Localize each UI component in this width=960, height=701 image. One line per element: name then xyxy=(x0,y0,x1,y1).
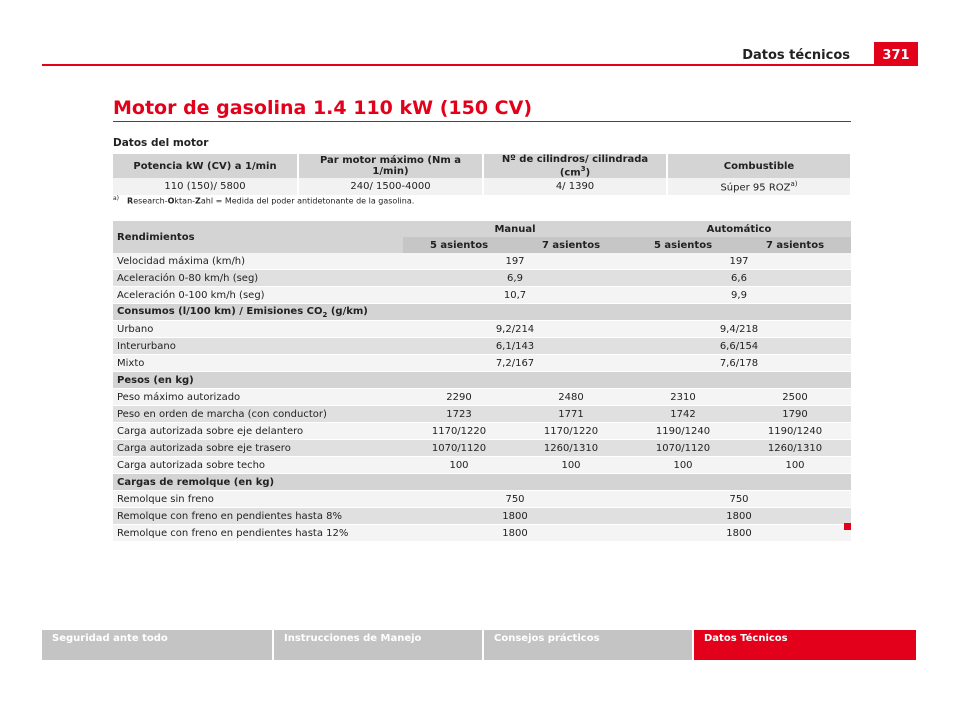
engine-header-torque: Par motor máximo (Nm a 1/min) xyxy=(298,154,483,178)
footer-nav xyxy=(42,630,918,660)
row-label: Urbano xyxy=(113,321,403,338)
table-row xyxy=(113,355,851,372)
row-label: Remolque con freno en pendientes hasta 8% xyxy=(113,508,403,525)
performance-table xyxy=(113,221,851,542)
cell-value: 1771 xyxy=(515,406,627,423)
footer-tab-consejos[interactable]: Consejos prácticos xyxy=(484,630,692,660)
engine-value-cylinders: 4/ 1390 xyxy=(483,178,667,195)
page-title: Motor de gasolina 1.4 110 kW (150 CV) xyxy=(113,97,533,119)
perf-sub-header: 7 asientos xyxy=(515,237,627,253)
table-row xyxy=(113,287,851,304)
engine-data-table xyxy=(113,154,852,195)
cell-value: 2310 xyxy=(627,389,739,406)
cell-value: 100 xyxy=(739,457,851,474)
cell-value: 1190/1240 xyxy=(627,423,739,440)
table-row xyxy=(113,253,851,270)
table-row xyxy=(113,389,851,406)
cell-value: 1260/1310 xyxy=(739,440,851,457)
row-label: Velocidad máxima (km/h) xyxy=(113,253,403,270)
perf-sub-header: 5 asientos xyxy=(403,237,515,253)
cell-manual: 1800 xyxy=(403,525,627,542)
cell-manual: 1800 xyxy=(403,508,627,525)
footnote: $^{a)}$ Research-Oktan-Zahl = Medida del poder antidetonante de la gasolina. xyxy=(113,195,415,206)
table-row xyxy=(113,457,851,474)
cell-auto: 1800 xyxy=(627,525,851,542)
cell-manual: 7,2/167 xyxy=(403,355,627,372)
engine-header-cylinders: Nº de cilindros/ cilindrada $(cm^3)$ xyxy=(483,154,667,178)
header-rule xyxy=(42,64,918,66)
table-row xyxy=(113,338,851,355)
cell-manual: 10,7 xyxy=(403,287,627,304)
weights-title: Pesos (en kg) xyxy=(113,372,851,389)
perf-group-auto: Automático xyxy=(627,221,851,237)
trailer-title: Cargas de remolque (en kg) xyxy=(113,474,851,491)
cell-auto: 6,6/154 xyxy=(627,338,851,355)
perf-sub-header: 7 asientos xyxy=(739,237,851,253)
cell-auto: 7,6/178 xyxy=(627,355,851,372)
row-label: Aceleración 0-100 km/h (seg) xyxy=(113,287,403,304)
cell-value: 1170/1220 xyxy=(515,423,627,440)
cell-value: 1070/1120 xyxy=(403,440,515,457)
cell-auto: 9,4/218 xyxy=(627,321,851,338)
engine-header-fuel: Combustible xyxy=(667,154,851,178)
section-row-consumption xyxy=(113,304,851,321)
section-row-trailer xyxy=(113,474,851,491)
cell-manual: 9,2/214 xyxy=(403,321,627,338)
section-row-weights xyxy=(113,372,851,389)
perf-sub-header: 5 asientos xyxy=(627,237,739,253)
table-row xyxy=(113,508,851,525)
engine-value-torque: 240/ 1500-4000 xyxy=(298,178,483,195)
footer-tab-seguridad[interactable]: Seguridad ante todo xyxy=(42,630,272,660)
cell-value: 1170/1220 xyxy=(403,423,515,440)
cell-value: 100 xyxy=(515,457,627,474)
table-row xyxy=(113,491,851,508)
cell-value: 1723 xyxy=(403,406,515,423)
page-number: 371 xyxy=(874,42,918,66)
perf-corner-header: Rendimientos xyxy=(113,221,403,253)
table-row xyxy=(113,270,851,287)
cell-value: 1070/1120 xyxy=(627,440,739,457)
perf-group-manual: Manual xyxy=(403,221,627,237)
table-row xyxy=(113,321,851,338)
cell-value: 2290 xyxy=(403,389,515,406)
row-label: Carga autorizada sobre eje delantero xyxy=(113,423,403,440)
engine-header-power: Potencia kW (CV) a 1/min xyxy=(113,154,298,178)
cell-value: 1260/1310 xyxy=(515,440,627,457)
title-rule xyxy=(113,121,851,122)
consumption-title: Consumos (l/100 km) / Emisiones $CO_2$ (g/km) xyxy=(113,304,851,321)
cell-auto: 197 xyxy=(627,253,851,270)
cell-auto: 750 xyxy=(627,491,851,508)
engine-value-fuel: Súper 95 ROZ$^{a)}$ xyxy=(667,178,851,195)
cell-value: 1190/1240 xyxy=(739,423,851,440)
row-label: Peso máximo autorizado xyxy=(113,389,403,406)
row-label: Peso en orden de marcha (con conductor) xyxy=(113,406,403,423)
table-row xyxy=(113,406,851,423)
cell-value: 100 xyxy=(627,457,739,474)
table-row xyxy=(113,423,851,440)
cell-manual: 197 xyxy=(403,253,627,270)
cell-manual: 750 xyxy=(403,491,627,508)
row-label: Remolque sin freno xyxy=(113,491,403,508)
cell-auto: 1800 xyxy=(627,508,851,525)
cell-auto: 9,9 xyxy=(627,287,851,304)
header-title: Datos técnicos xyxy=(742,48,850,63)
footer-tab-instrucciones[interactable]: Instrucciones de Manejo xyxy=(274,630,482,660)
cell-value: 2500 xyxy=(739,389,851,406)
end-of-section-marker xyxy=(844,523,851,530)
cell-manual: 6,9 xyxy=(403,270,627,287)
cell-manual: 6,1/143 xyxy=(403,338,627,355)
row-label: Aceleración 0-80 km/h (seg) xyxy=(113,270,403,287)
table-row xyxy=(113,440,851,457)
section-label: Datos del motor xyxy=(113,137,209,149)
row-label: Carga autorizada sobre eje trasero xyxy=(113,440,403,457)
footer-tab-datos-tecnicos[interactable]: Datos Técnicos xyxy=(694,630,916,660)
cell-auto: 6,6 xyxy=(627,270,851,287)
engine-value-power: 110 (150)/ 5800 xyxy=(113,178,298,195)
cell-value: 1742 xyxy=(627,406,739,423)
row-label: Carga autorizada sobre techo xyxy=(113,457,403,474)
cell-value: 1790 xyxy=(739,406,851,423)
row-label: Mixto xyxy=(113,355,403,372)
row-label: Remolque con freno en pendientes hasta 12% xyxy=(113,525,403,542)
table-row xyxy=(113,525,851,542)
row-label: Interurbano xyxy=(113,338,403,355)
cell-value: 2480 xyxy=(515,389,627,406)
cell-value: 100 xyxy=(403,457,515,474)
